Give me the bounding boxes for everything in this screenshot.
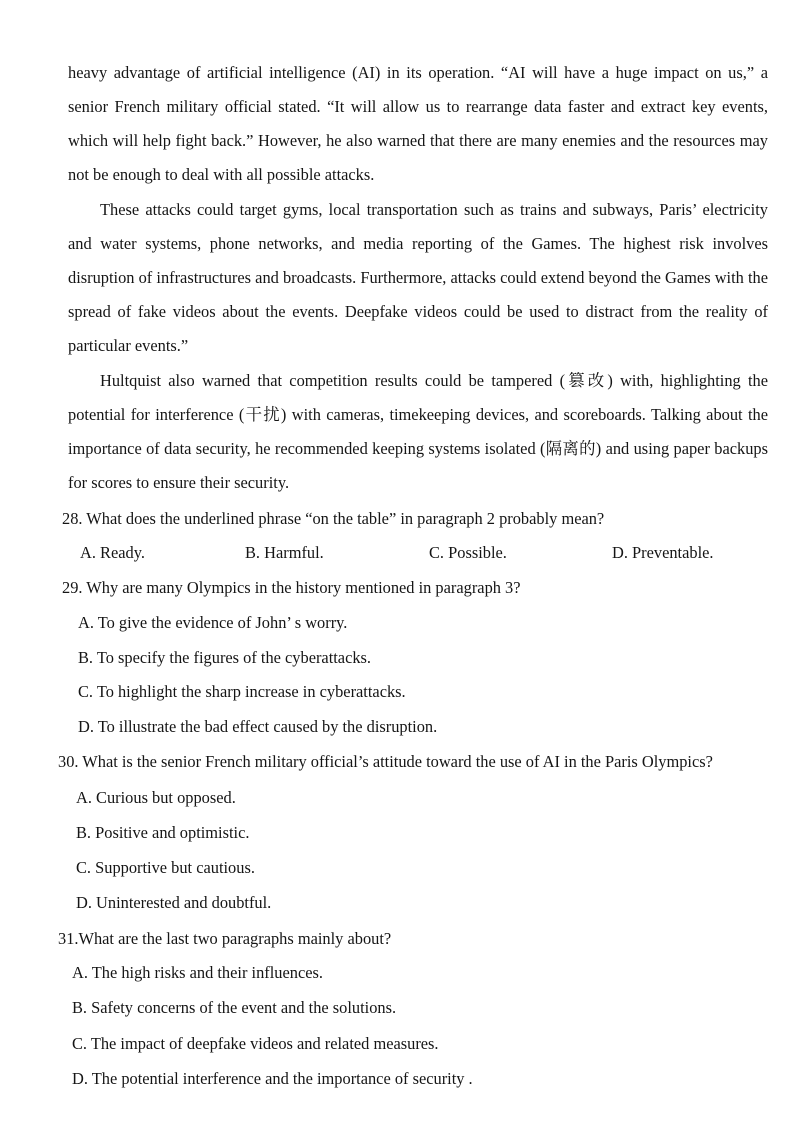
question-31-stem: 31.What are the last two paragraphs mainly about? bbox=[58, 929, 392, 948]
question-31-option-c[interactable]: C. The impact of deepfake videos and related measures. bbox=[72, 1034, 439, 1053]
paragraph-hultquist-warning bbox=[68, 364, 768, 500]
question-29-option-d[interactable]: D. To illustrate the bad effect caused by the disruption. bbox=[78, 717, 438, 736]
question-30-stem: 30. What is the senior French military official’s attitude toward the use of AI in the Paris Olympics? bbox=[58, 752, 713, 771]
question-28-option-a[interactable]: A. Ready. bbox=[80, 543, 145, 562]
question-31-option-d[interactable]: D. The potential interference and the importance of security . bbox=[72, 1069, 473, 1088]
paragraph-text: Hultquist also warned that competition results could be tampered (篡改) with, highlighting the potential for interference (干扰) with cameras, timekeeping devices, and scoreboards. Talking about the importance of data security, he recommended keeping systems isolated (隔离的) and using paper backups for scores to ensure their security. bbox=[68, 371, 768, 492]
question-30-option-b[interactable]: B. Positive and optimistic. bbox=[76, 823, 250, 842]
question-29-stem: 29. Why are many Olympics in the history mentioned in paragraph 3? bbox=[62, 578, 521, 597]
question-28-option-b[interactable]: B. Harmful. bbox=[245, 543, 324, 562]
question-29-option-a[interactable]: A. To give the evidence of John’ s worry. bbox=[78, 613, 348, 632]
question-30-option-d[interactable]: D. Uninterested and doubtful. bbox=[76, 893, 272, 912]
question-31-option-a[interactable]: A. The high risks and their influences. bbox=[72, 963, 323, 982]
paragraph-ai-impact bbox=[68, 56, 768, 192]
question-28-option-d[interactable]: D. Preventable. bbox=[612, 543, 714, 562]
question-28-stem: 28. What does the underlined phrase “on the table” in paragraph 2 probably mean? bbox=[62, 509, 605, 528]
question-30-option-a[interactable]: A. Curious but opposed. bbox=[76, 788, 236, 807]
question-30-option-c[interactable]: C. Supportive but cautious. bbox=[76, 858, 255, 877]
question-28-option-c[interactable]: C. Possible. bbox=[429, 543, 507, 562]
paragraph-text: heavy advantage of artificial intelligence (AI) in its operation. “AI will have a huge impact on us,” a senior French military official stated. “It will allow us to rearrange data faster and extract key events, which will help fight back.” However, he also warned that there are many enemies and the resources may not be enough to deal with all possible attacks. bbox=[68, 63, 768, 184]
question-28-options bbox=[80, 542, 780, 564]
question-29-option-b[interactable]: B. To specify the figures of the cyberattacks. bbox=[78, 648, 372, 667]
paragraph-attack-targets bbox=[68, 193, 768, 363]
question-29-option-c[interactable]: C. To highlight the sharp increase in cyberattacks. bbox=[78, 682, 406, 701]
paragraph-text: These attacks could target gyms, local transportation such as trains and subways, Paris’ electricity and water systems, phone networks, and media reporting of the Games. The highest risk involves disruption of infrastructures and broadcasts. Furthermore, attacks could extend beyond the Games with the spread of fake videos about the events. Deepfake videos could be used to distract from the reality of particular events.” bbox=[68, 200, 768, 355]
question-31-option-b[interactable]: B. Safety concerns of the event and the solutions. bbox=[72, 998, 397, 1017]
